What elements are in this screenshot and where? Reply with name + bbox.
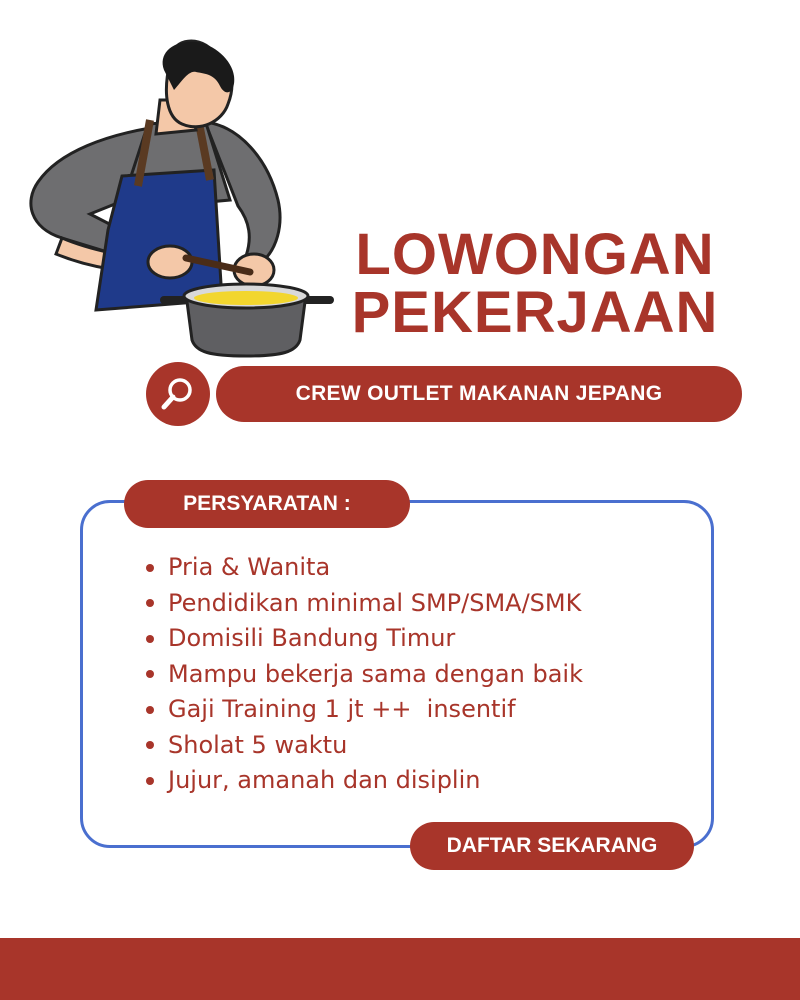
list-item: Domisili Bandung Timur	[144, 621, 583, 657]
bullet-icon	[146, 741, 154, 749]
list-item: Mampu bekerja sama dengan baik	[144, 657, 583, 693]
bullet-icon	[146, 777, 154, 785]
requirements-list	[144, 550, 583, 799]
headline	[340, 222, 730, 345]
chef-cooking-illustration	[0, 0, 360, 370]
register-now-button[interactable]: DAFTAR SEKARANG	[410, 822, 694, 870]
list-item: Sholat 5 waktu	[144, 728, 583, 764]
headline-line-1: LOWONGAN	[355, 222, 715, 287]
requirements-title: PERSYARATAN :	[124, 480, 410, 528]
search-badge	[146, 362, 210, 426]
position-banner: CREW OUTLET MAKANAN JEPANG	[216, 366, 742, 422]
bullet-icon	[146, 599, 154, 607]
footer-bar	[0, 938, 800, 1000]
search-icon	[158, 374, 198, 414]
headline-line-2: PEKERJAAN	[351, 280, 719, 345]
bullet-icon	[146, 706, 154, 714]
list-item: Pria & Wanita	[144, 550, 583, 586]
right-hand	[148, 246, 192, 278]
bullet-icon	[146, 564, 154, 572]
pot-food	[194, 291, 298, 305]
bullet-icon	[146, 670, 154, 678]
list-item: Gaji Training 1 jt ++ insentif	[144, 692, 583, 728]
list-item: Jujur, amanah dan disiplin	[144, 763, 583, 799]
list-item: Pendidikan minimal SMP/SMA/SMK	[144, 586, 583, 622]
bullet-icon	[146, 635, 154, 643]
